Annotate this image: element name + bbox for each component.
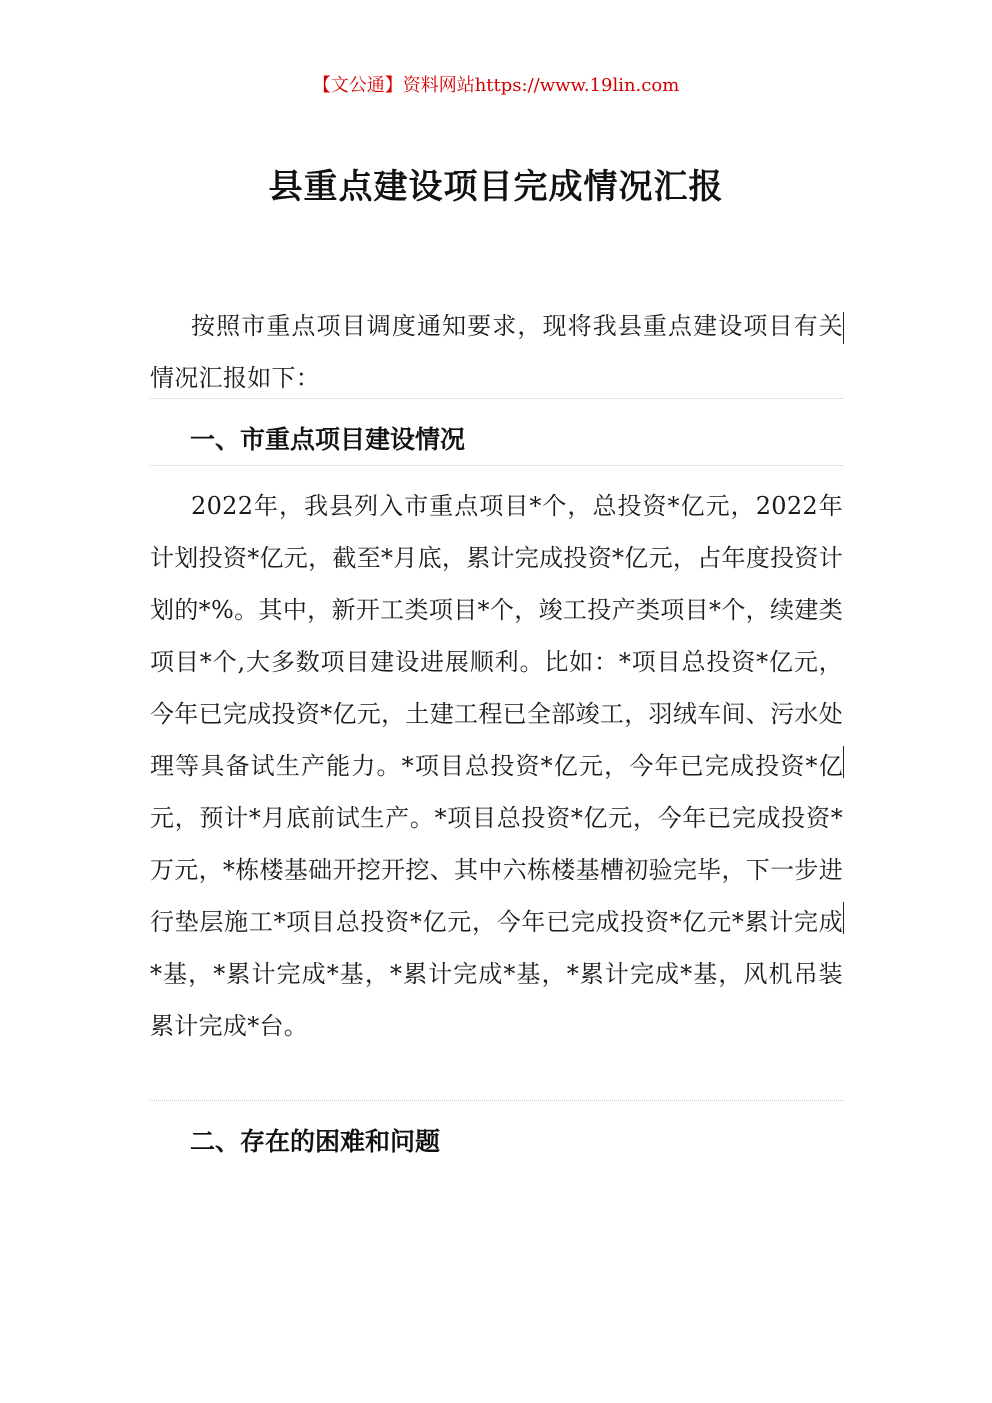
section-heading-2: 二、存在的困难和问题 bbox=[190, 1127, 441, 1156]
intro-paragraph: 按照市重点项目调度通知要求，现将我县重点建设项目有关情况汇报如下： bbox=[150, 312, 843, 392]
watermark-link[interactable]: 【文公通】资料网站https://www.19lin.com bbox=[312, 75, 680, 96]
page-title: 县重点建设项目完成情况汇报 bbox=[268, 167, 724, 207]
margin-mark bbox=[843, 902, 844, 934]
section-heading-1: 一、市重点项目建设情况 bbox=[190, 425, 466, 454]
section-1-paragraph: 2022年，我县列入市重点项目*个，总投资*亿元，2022年计划投资*亿元，截至*月底，累计完成投资*亿元，占年度投资计划的*%。其中，新开工类项目*个，竣工投产类项目*个，续建类项目*个,大多数项目建设进展顺利。比如：*项目总投资*亿元，今年已完成投资*亿元，土建工程已全部竣工，羽绒车间、污水处理等具备试生产能力。*项目总投资*亿元，今年已完成投资*亿元，预计*月底前试生产。*项目总投资*亿元，今年已完成投资*万元，*栋楼基础开挖开挖、其中六栋楼基槽初验完毕，下一步进行垫层施工*项目总投资*亿元，今年已完成投资*亿元*累计完成*基，*累计完成*基，*累计完成*基，*累计完成*基，风机吊装累计完成*台。 bbox=[150, 492, 843, 1040]
margin-mark bbox=[843, 312, 844, 344]
divider bbox=[150, 465, 843, 466]
divider bbox=[150, 398, 843, 399]
margin-mark bbox=[843, 746, 844, 778]
divider bbox=[150, 1100, 843, 1101]
